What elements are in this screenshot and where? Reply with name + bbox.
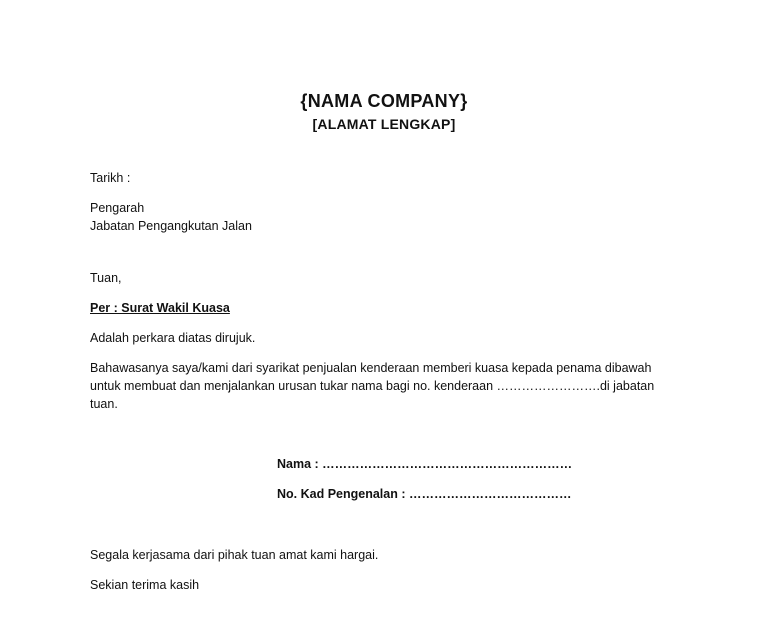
recipient-title: Pengarah (90, 201, 145, 215)
date-label: Tarikh : (90, 171, 131, 185)
body-line: untuk membuat dan menjalankan urusan tukar nama bagi no. kenderaan …………………….di jabatan (90, 379, 655, 393)
body-line: Bahawasanya saya/kami dari syarikat penjualan kenderaan memberi kuasa kepada penama dibawah (90, 361, 652, 375)
closing-appreciation: Segala kerjasama dari pihak tuan amat kami hargai. (90, 548, 379, 562)
company-address: [ALAMAT LENGKAP] (312, 116, 456, 132)
closing-thanks: Sekian terima kasih (90, 578, 200, 592)
name-field: Nama : …………………………………………………… (277, 457, 573, 471)
intro-text: Adalah perkara diatas dirujuk. (90, 331, 256, 345)
salutation: Tuan, (90, 271, 122, 285)
recipient-department: Jabatan Pengangkutan Jalan (90, 219, 252, 233)
company-name: {NAMA COMPANY} (300, 91, 468, 111)
body-line: tuan. (90, 397, 118, 411)
ic-number-field: No. Kad Pengenalan : ………………………………… (277, 487, 572, 501)
subject-line: Per : Surat Wakil Kuasa (90, 301, 230, 315)
body-paragraph (90, 359, 670, 413)
